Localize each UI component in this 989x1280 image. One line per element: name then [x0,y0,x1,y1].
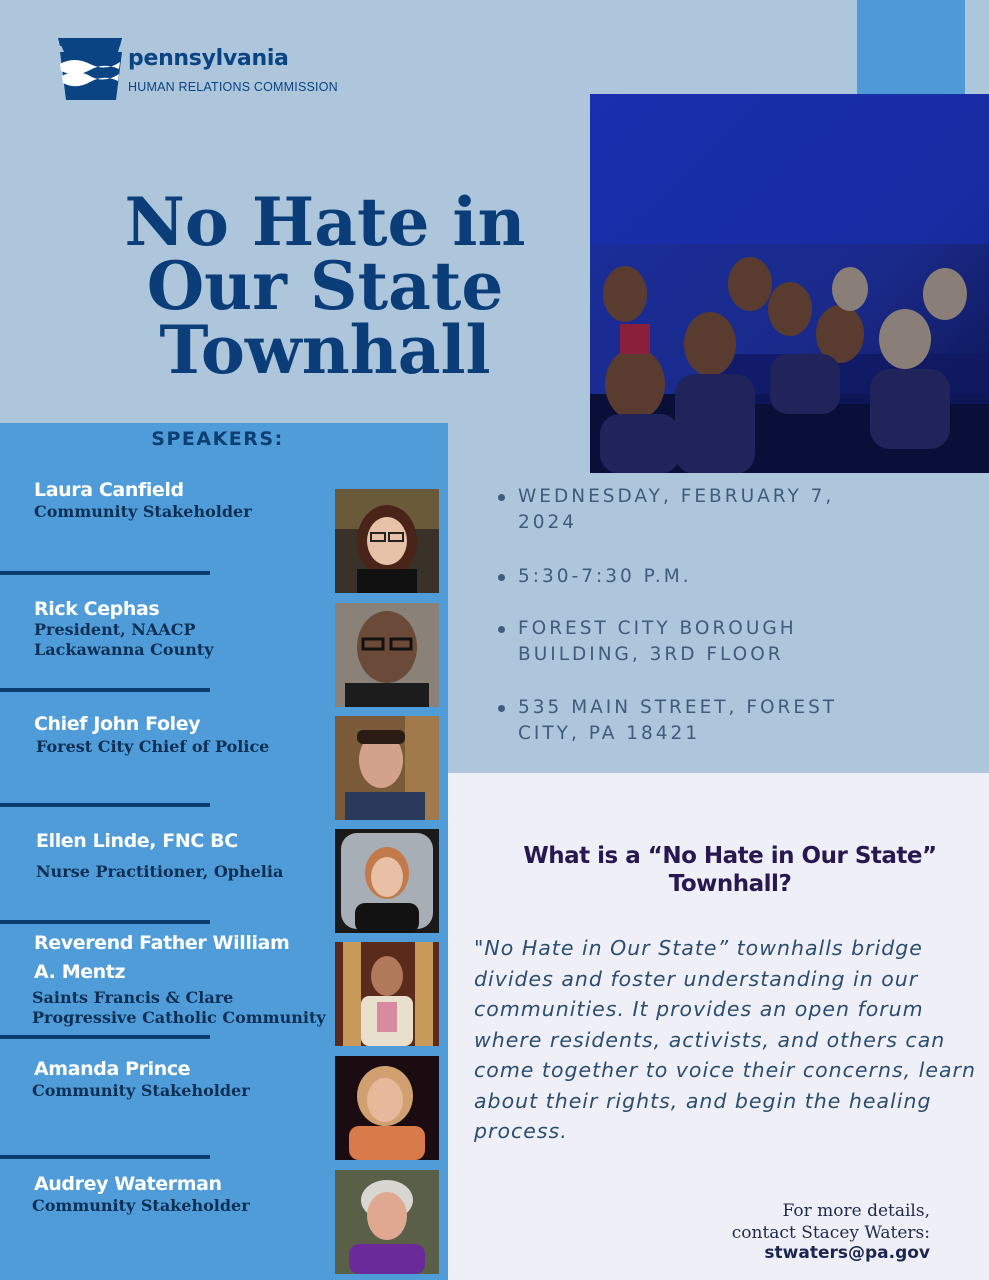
speaker-name: Amanda Prince [34,1058,191,1080]
speaker-divider [0,920,210,924]
speaker-role: Forest City Chief of Police [36,737,270,756]
speaker-name-continued: A. Mentz [34,961,126,983]
speaker-divider [0,1035,210,1039]
speaker-photo [335,942,439,1046]
speaker-photo [335,1056,439,1160]
bullet-icon [498,705,505,712]
commission-logo [58,38,358,102]
speaker-role: Community Stakeholder [32,1196,250,1215]
speaker-name: Ellen Linde, FNC BC [36,830,238,852]
about-heading: What is a “No Hate in Our State” Townhall? [523,843,937,897]
bullet-icon [498,494,505,501]
detail-venue: FOREST CITY BOROUGH BUILDING, 3RD FLOOR [498,616,908,668]
logo-brand: pennsylvania [128,46,289,71]
speaker-role: Nurse Practitioner, Ophelia [36,862,284,881]
speaker-role: Community Stakeholder [34,502,252,521]
speaker-role: Progressive Catholic Community [32,1008,326,1027]
bullet-icon [498,574,505,581]
speaker-role: Saints Francis & Clare [32,988,234,1007]
title-line-1: No Hate in [124,183,526,261]
detail-date: WEDNESDAY, FEBRUARY 7, 2024 [498,484,908,536]
detail-address: 535 MAIN STREET, FOREST CITY, PA 18421 [498,695,908,747]
bullet-icon [498,626,505,633]
speaker-divider [0,571,210,575]
speaker-role: President, NAACP [34,620,196,639]
speaker-photo [335,1170,439,1274]
logo-subtitle: HUMAN RELATIONS COMMISSION [128,80,338,94]
speaker-name: Laura Canfield [34,479,184,501]
contact-text: For more details, contact Stacey Waters: [731,1201,930,1243]
title-line-2: Our State [146,247,504,325]
detail-time: 5:30-7:30 P.M. [498,564,908,590]
speaker-photo [335,829,439,933]
speaker-role: Community Stakeholder [32,1081,250,1100]
speaker-photo [335,716,439,820]
speaker-divider [0,803,210,807]
speaker-photo [335,489,439,593]
title-line-3: Townhall [159,311,491,389]
keystone-logo-icon [58,38,122,100]
speaker-name: Audrey Waterman [34,1173,222,1195]
speaker-photo [335,603,439,707]
page-title [100,183,550,389]
speaker-divider [0,688,210,692]
speaker-name: Chief John Foley [34,713,201,735]
speaker-role: Lackawanna County [34,640,214,659]
speaker-name: Reverend Father William [34,932,290,954]
speaker-name: Rick Cephas [34,598,160,620]
about-body: "No Hate in Our State” townhalls bridge divides and foster understanding in our communities. It provides an open forum where residents, activists, and others can come together to voice their concerns, learn about their rights, and begin the healing process. [474,936,976,1143]
speakers-heading: SPEAKERS: [151,428,284,450]
speaker-divider [0,1155,210,1159]
contact-email-link[interactable]: stwaters@pa.gov [764,1243,930,1263]
audience-photo [590,94,989,473]
